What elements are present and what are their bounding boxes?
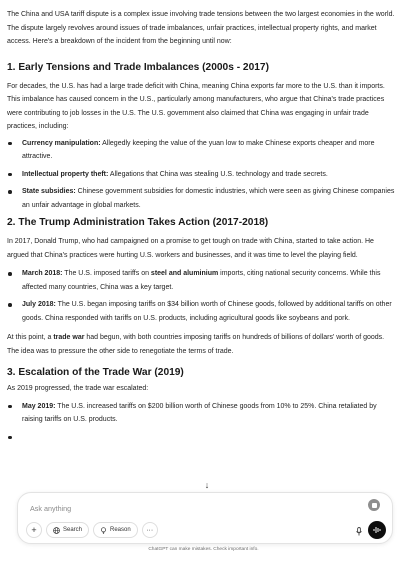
list-item: [7, 137, 395, 164]
reason-button[interactable]: [93, 522, 138, 538]
composer: [17, 492, 393, 544]
search-button[interactable]: [46, 522, 89, 538]
bullet-text: The U.S. imposed tariffs on: [62, 270, 151, 277]
search-label: Search: [63, 527, 83, 533]
more-tools-button[interactable]: [142, 522, 158, 538]
composer-tools: [26, 522, 158, 538]
bullet-term: March 2018:: [22, 270, 63, 277]
bullet-text: The U.S. increased tariffs on $200 billion worth of Chinese goods from 10% to 25%. China retaliated by raising tariffs on U.S. products.: [22, 402, 377, 423]
list-item: [7, 267, 395, 294]
bullet-dot: [8, 303, 12, 307]
summary-text: had begun, with both countries imposing tariffs on hundreds of billions of dollars' worth of goods. The idea was to pressure the other side to renegotiate the terms of trade.: [7, 334, 385, 355]
summary-text: At this point, a: [7, 334, 54, 341]
stop-icon[interactable]: [368, 499, 380, 511]
section-3-heading: 3. Escalation of the Trade War (2019): [7, 367, 184, 378]
bullet-dot: [8, 190, 12, 194]
section-2-paragraph: In 2017, Donald Trump, who had campaigned on a promise to get tough on trade with China, started to take action. He argued that China's practices were hurting U.S. workers and businesses, and it was time to level the playing field.: [7, 238, 374, 259]
ellipsis-icon: ···: [146, 526, 154, 534]
microphone-button[interactable]: [354, 525, 364, 537]
bullet-term: Currency manipulation:: [22, 139, 101, 147]
globe-icon: [53, 527, 60, 534]
arrow-down-icon: ↓: [204, 480, 210, 490]
bullet-emphasis: steel and aluminium: [150, 270, 219, 277]
list-item: [7, 185, 395, 212]
plus-icon: +: [31, 525, 37, 535]
bullet-text: The U.S. began imposing tariffs on $34 billion worth of Chinese goods, followed by additional tariffs on other goods. China responded with tariffs on U.S. products, including agricultural goods like soybeans and pork.: [22, 301, 392, 322]
scroll-down-button[interactable]: [199, 477, 215, 493]
disclaimer: ChatGPT can make mistakes. Check important info.: [148, 547, 259, 552]
bullet-text: imports, citing national security concerns. While this affected many countries, China was a key target.: [22, 270, 381, 291]
intro-paragraph: The China and USA tariff dispute is a complex issue involving trade tensions between the two largest economies in the world. The dispute largely revolves around issues of trade imbalances, unfair practices, intellectual property rights, and market access. Here's a breakdown of the incident from the beginning until now:: [7, 11, 395, 45]
bullet-dot: [8, 405, 12, 409]
reason-label: Reason: [110, 527, 131, 533]
summary-emphasis: trade war: [53, 334, 85, 341]
section-1-heading: 1. Early Tensions and Trade Imbalances (2000s - 2017): [7, 61, 269, 73]
list-item: [7, 168, 395, 182]
chat-input[interactable]: [30, 501, 330, 515]
attach-button[interactable]: [26, 522, 42, 538]
bullet-term: July 2018:: [22, 301, 56, 308]
bullet-term: Intellectual property theft:: [22, 170, 109, 178]
bullet-text: Chinese government subsidies for domestic industries, which were seen as giving Chinese companies an unfair advantage in global markets.: [22, 188, 395, 209]
section-2-summary: [7, 331, 395, 358]
bullet-term: May 2019:: [22, 402, 56, 410]
list-item: [7, 400, 395, 427]
microphone-icon: [356, 527, 362, 536]
section-1-list: [7, 137, 395, 213]
bullet-text: Allegations that China was stealing U.S. technology and trade secrets.: [108, 170, 328, 178]
bullet-dot: [8, 272, 12, 276]
section-2-list: [7, 267, 395, 325]
voice-mode-button[interactable]: [368, 521, 386, 539]
section-2-heading: 2. The Trump Administration Takes Action (2017-2018): [7, 217, 269, 228]
bullet-term: State subsidies:: [22, 188, 76, 195]
list-item: [7, 431, 395, 441]
section-1-paragraph: For decades, the U.S. has had a large trade deficit with China, meaning China exports far more to the U.S. than it imports. This imbalance has caused concern in the U.S., particularly among manufacturers, who argue that China's trade practices were contributing to job losses in the U.S. The U.S. government also claimed that China was engaging in unfair trade practices, including:: [7, 82, 385, 130]
bullet-dot: [8, 142, 12, 146]
lightbulb-icon: [100, 527, 107, 534]
section-3-list: [7, 400, 395, 441]
bullet-dot: [8, 173, 12, 177]
section-3-paragraph: As 2019 progressed, the trade war escalated:: [7, 385, 149, 392]
waveform-icon: [373, 526, 382, 534]
bullet-dot: [8, 436, 12, 440]
list-item: [7, 298, 395, 325]
bullet-text: Allegedly keeping the value of the yuan low to make Chinese exports cheaper and more attractive.: [22, 139, 375, 160]
stop-square: [372, 503, 377, 508]
